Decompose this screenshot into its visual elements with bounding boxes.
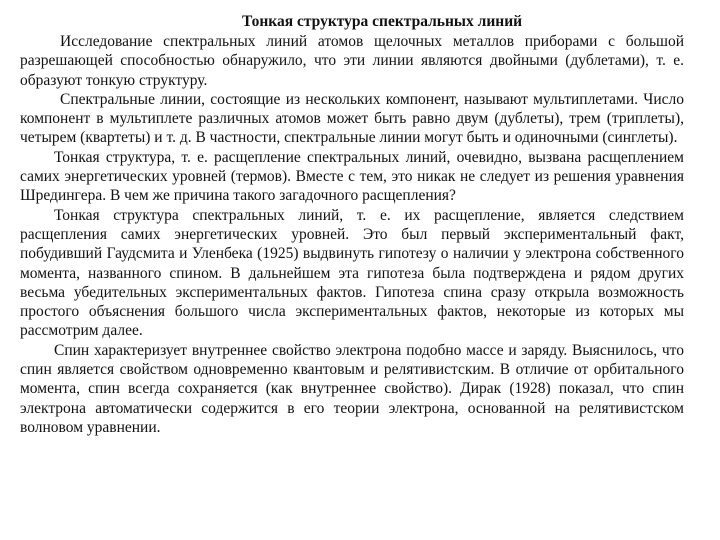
paragraph-3: Тонкая структура, т. е. расщепление спектральных линий, очевидно, вызвана расщеплением самих энергетических уровней (термов). Вместе с тем, это никак не следует из решения уравнения Шредингера. В чем же причина такого загадочного расщепления? (20, 148, 684, 205)
document-title: Тонкая структура спектральных линий (241, 13, 523, 30)
paragraph-4: Тонкая структура спектральных линий, т. е. их расщепление, является следствием расщепления самих энергетических уровней. Это был первый экспериментальный факт, побудивший Гаудсмита и Уленбека (1925) выдвинуть гипотезу о наличии у электрона собственного момента, названного спином. В дальнейшем эта гипотеза была подтверждена и рядом других весьма убедительных экспериментальных фактов. Гипотеза спина сразу открыла возможность простого объяснения большого числа экспериментальных фактов, некоторые из которых мы рассмотрим далее. (20, 206, 684, 340)
paragraph-1: Исследование спектральных линий атомов щелочных металлов приборами с большой разрешающей способностью обнаружило, что эти линии являются двойными (дублетами), т. е. образуют тонкую структуру. (20, 33, 684, 89)
paragraph-2: Спектральные линии, состоящие из нескольких компонент, называют мультиплетами. Число компонент в мультиплете различных атомов может быть равно двум (дублеты), трем (триплеты), четырем (квартеты) и т. д. В частности, спектральные линии могут быть и одиночными (синглеты). (20, 90, 684, 147)
paragraph-5: Спин характеризует внутреннее свойство электрона подобно массе и заряду. Выяснилось, что спин является свойством одновременно квантовым и релятивистским. В отличие от орбитального момента, спин всегда сохраняется (как внутреннее свойство). Дирак (1928) показал, что спин электрона автоматически содержится в его теории электрона, основанной на релятивистском волновом уравнении. (20, 341, 684, 436)
document-page (20, 12, 684, 437)
